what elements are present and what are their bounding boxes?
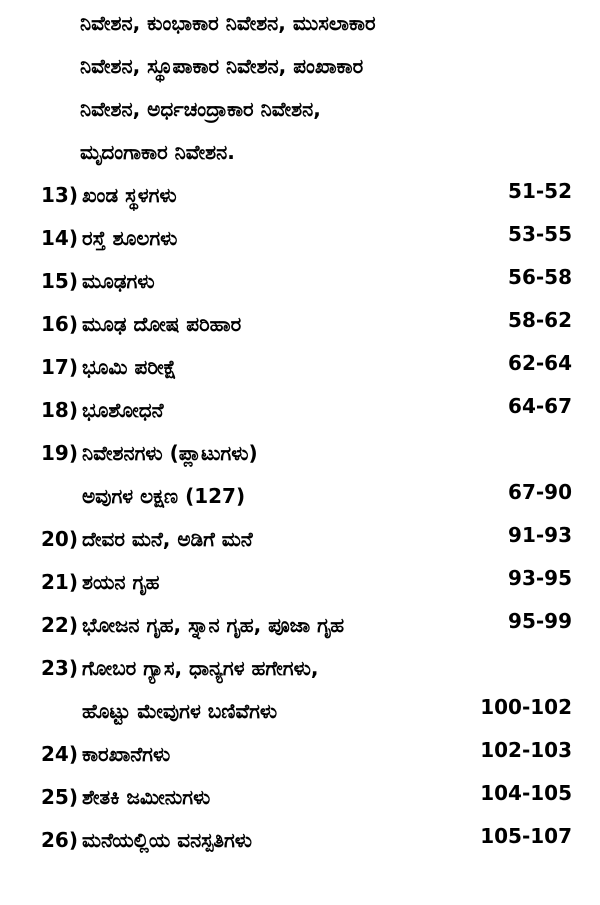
entry-pages: 64-67 bbox=[508, 394, 572, 418]
entry-pages: 102-103 bbox=[480, 738, 572, 762]
entry-pages: 51-52 bbox=[508, 179, 572, 203]
continuation-line: ನಿವೇಶನ, ಸ್ಥೂಪಾಕಾರ ನಿವೇಶನ, ಪಂಖಾಕಾರ bbox=[80, 54, 364, 78]
entry-title-continued: ಹೊಟ್ಟು ಮೇವುಗಳ ಬಣಿವೆಗಳು bbox=[82, 699, 278, 723]
entry-number: 16) bbox=[41, 312, 78, 336]
entry-number: 17) bbox=[41, 355, 78, 379]
entry-title: ಮೂಢಗಳು bbox=[82, 269, 155, 293]
entry-pages: 104-105 bbox=[480, 781, 572, 805]
entry-title: ಭೂಶೋಧನೆ bbox=[82, 398, 164, 422]
entry-number: 18) bbox=[41, 398, 78, 422]
continuation-line: ಮೃದಂಗಾಕಾರ ನಿವೇಶನ. bbox=[80, 140, 235, 164]
entry-title: ಶೇತಕಿ ಜಮೀನುಗಳು bbox=[82, 785, 211, 809]
entry-number: 14) bbox=[41, 226, 78, 250]
entry-pages: 91-93 bbox=[508, 523, 572, 547]
entry-title: ಭೂಮಿ ಪರೀಕ್ಷೆ bbox=[82, 355, 177, 379]
continuation-line: ನಿವೇಶನ, ಕುಂಭಾಕಾರ ನಿವೇಶನ, ಮುಸಲಾಕಾರ bbox=[80, 11, 376, 35]
entry-number: 21) bbox=[41, 570, 78, 594]
entry-title: ಖಂಡ ಸ್ಥಳಗಳು bbox=[82, 183, 177, 207]
entry-title: ನಿವೇಶನಗಳು (ಪ್ಲಾಟುಗಳು) bbox=[82, 441, 258, 465]
continuation-line: ನಿವೇಶನ, ಅರ್ಧಚಂದ್ರಾಕಾರ ನಿವೇಶನ, bbox=[80, 97, 321, 121]
entry-number: 13) bbox=[41, 183, 78, 207]
entry-number: 26) bbox=[41, 828, 78, 852]
entry-pages: 93-95 bbox=[508, 566, 572, 590]
entry-number: 20) bbox=[41, 527, 78, 551]
entry-pages: 67-90 bbox=[508, 480, 572, 504]
entry-title: ಗೋಬರ ಗ್ಯಾಸ, ಧಾನ್ಯಗಳ ಹಗೇಗಳು, bbox=[82, 656, 319, 680]
entry-pages: 58-62 bbox=[508, 308, 572, 332]
entry-pages: 53-55 bbox=[508, 222, 572, 246]
entry-title: ರಸ್ತೆ ಶೂಲಗಳು bbox=[82, 226, 178, 250]
entry-pages: 62-64 bbox=[508, 351, 572, 375]
entry-title: ಶಯನ ಗೃಹ bbox=[82, 570, 160, 594]
entry-title: ಕಾರಖಾನೆಗಳು bbox=[82, 742, 171, 766]
entry-number: 15) bbox=[41, 269, 78, 293]
entry-number: 19) bbox=[41, 441, 78, 465]
entry-title: ಮೂಢ ದೋಷ ಪರಿಹಾರ bbox=[82, 312, 242, 336]
entry-title: ದೇವರ ಮನೆ, ಅಡಿಗೆ ಮನೆ bbox=[82, 527, 253, 551]
entry-number: 25) bbox=[41, 785, 78, 809]
entry-number: 23) bbox=[41, 656, 78, 680]
entry-number: 22) bbox=[41, 613, 78, 637]
entry-number: 24) bbox=[41, 742, 78, 766]
entry-pages: 100-102 bbox=[480, 695, 572, 719]
entry-title: ಮನೆಯಲ್ಲಿಯ ವನಸ್ಪತಿಗಳು bbox=[82, 828, 252, 852]
entry-pages: 95-99 bbox=[508, 609, 572, 633]
entry-title: ಭೋಜನ ಗೃಹ, ಸ್ನಾನ ಗೃಹ, ಪೂಜಾ ಗೃಹ bbox=[82, 613, 345, 637]
entry-pages: 56-58 bbox=[508, 265, 572, 289]
entry-pages: 105-107 bbox=[480, 824, 572, 848]
entry-title-continued: ಅವುಗಳ ಲಕ್ಷಣ (127) bbox=[82, 484, 246, 508]
